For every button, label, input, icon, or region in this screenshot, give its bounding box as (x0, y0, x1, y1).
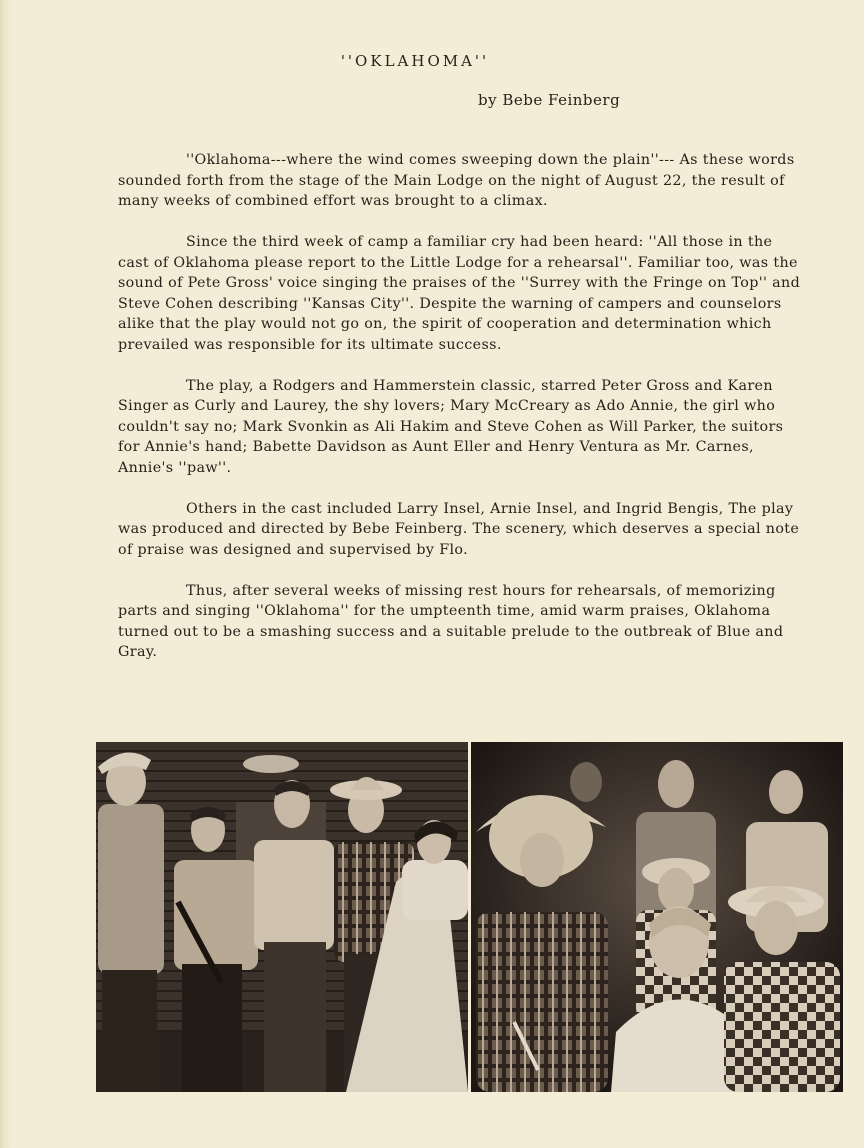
article-body (118, 150, 808, 683)
cast-photograph (96, 742, 843, 1092)
paragraph-2: Since the third week of camp a familiar cry had been heard: ''All those in the cast of Oklahoma please report to the Little Lodge for a rehearsal''. Familiar too, was the sound of Pete Gross' voice singing the praises of the ''Surrey with the Fringe on Top'' and Steve Cohen describing ''Kansas City''. Despite the warning of campers and counselors alike that the play would not go on, the spirit of cooperation and determination which prevailed was responsible for its ultimate success. (118, 234, 801, 353)
paragraph-1: ''Oklahoma---where the wind comes sweeping down the plain''--- As these words sounded forth from the stage of the Main Lodge on the night of August 22, the result of many weeks of combined effort was brought to a climax. (118, 152, 795, 209)
paragraph-4: Others in the cast included Larry Insel, Arnie Insel, and Ingrid Bengis, The play was produced and directed by Bebe Feinberg. The scenery, which deserves a special note of praise was designed and supervised by Flo. (118, 500, 800, 558)
page-title: ''OKLAHOMA'' (340, 52, 490, 70)
paragraph-3: The play, a Rodgers and Hammerstein classic, starred Peter Gross and Karen Singer as Curly and Laurey, the shy lovers; Mary McCreary as Ado Annie, the girl who couldn't say no; Mark Svonkin as Ali Hakim and Steve Cohen as Will Parker, the suitors for Annie's hand; Babette Davidson as Aunt Eller and Henry Ventura as Mr. Carnes, Annie's ''paw''. (118, 377, 784, 476)
paragraph-5: Thus, after several weeks of missing rest hours for rehearsals, of memorizing parts and singing ''Oklahoma'' for the umpteenth time, amid warm praises, Oklahoma turned out to be a smashing success and a suitable prelude to the outbreak of Blue and Gray. (118, 582, 784, 660)
author-byline: by Bebe Feinberg (478, 91, 621, 109)
page-binding-edge (0, 0, 10, 1148)
